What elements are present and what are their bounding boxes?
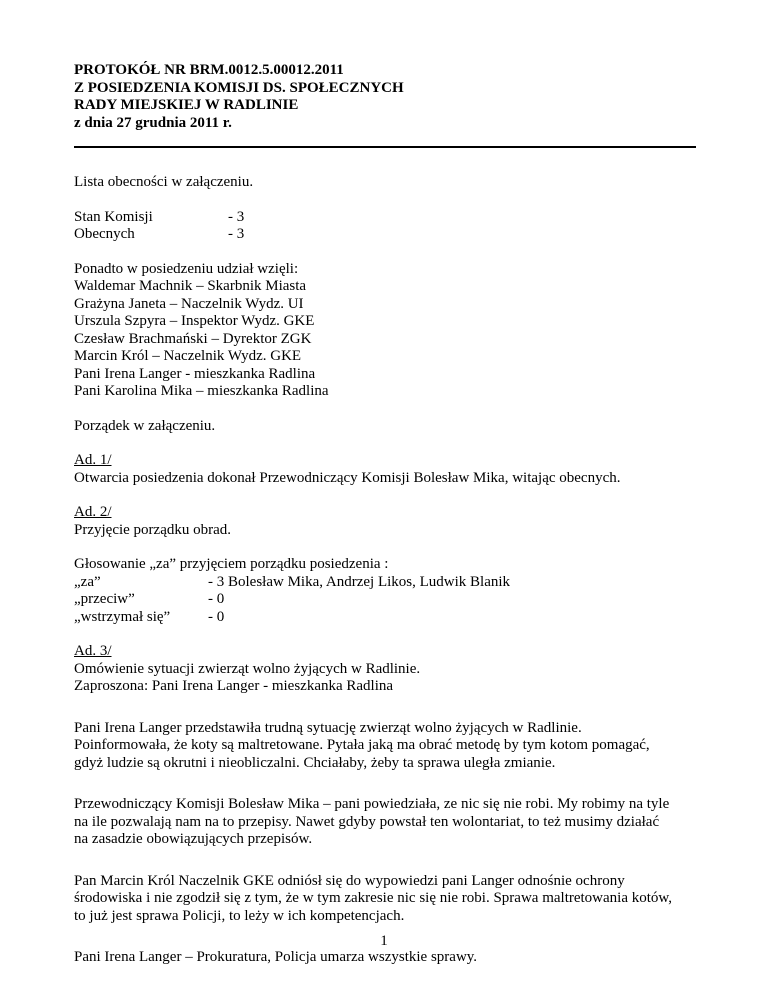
ad2-title: Ad. 2/ xyxy=(74,504,112,520)
paragraph xyxy=(74,720,696,773)
paragraph xyxy=(74,873,696,926)
vote-row xyxy=(74,574,696,592)
stan-value: - 3 xyxy=(228,208,245,225)
document-page xyxy=(74,62,696,967)
stan-value: - 3 xyxy=(228,226,245,242)
ad3-section xyxy=(74,643,696,696)
document-heading xyxy=(74,62,696,132)
vote-label: „za” xyxy=(74,573,101,590)
vote-row xyxy=(74,591,696,609)
paragraph xyxy=(74,949,696,967)
ad2-section xyxy=(74,504,696,539)
paragraph-line: na ile pozwalają nam na to przepisy. Nawet gdyby powstał ten wolontariat, to też musimy działać xyxy=(74,813,660,830)
paragraph-line: Pan Marcin Król Naczelnik GKE odniósł się do wypowiedzi pani Langer odnośnie ochrony xyxy=(74,872,625,889)
heading-line: RADY MIEJSKIEJ W RADLINIE xyxy=(74,97,299,113)
paragraph-line: gdyż ludzie są okrutni i nieobliczalni. Chciałaby, żeby ta sprawa uległa zmianie. xyxy=(74,754,556,771)
vote-label: „przeciw” xyxy=(74,591,135,607)
ad2-text: Przyjęcie porządku obrad. xyxy=(74,521,232,538)
paragraph-line: Pani Irena Langer przedstawiła trudną sytuację zwierząt wolno żyjących w Radlinie. xyxy=(74,719,582,736)
participant-item: Grażyna Janeta – Naczelnik Wydz. UI xyxy=(74,295,304,312)
attendance-text: Lista obecności w załączeniu. xyxy=(74,174,254,190)
stan-label: Stan Komisji xyxy=(74,208,153,225)
paragraph-line: to już jest sprawa Policji, to leży w ich kompetencjach. xyxy=(74,907,405,924)
ad3-title: Ad. 3/ xyxy=(74,643,112,659)
participants-intro: Ponadto w posiedzeniu udział wzięli: xyxy=(74,260,299,277)
heading-line: PROTOKÓŁ NR BRM.0012.5.00012.2011 xyxy=(74,62,344,78)
vote-section xyxy=(74,556,696,626)
participant-item: Pani Karolina Mika – mieszkanka Radlina xyxy=(74,383,329,399)
page-number: 1 xyxy=(380,933,388,949)
paragraph-line: środowiska i nie zgodził się z tym, że w tym zakresie nic się nie robi. Sprawa maltretowania kotów, xyxy=(74,890,673,906)
stan-row xyxy=(74,209,696,227)
heading-line: Z POSIEDZENIA KOMISJI DS. SPOŁECZNYCH xyxy=(74,79,404,96)
participant-item: Pani Irena Langer - mieszkanka Radlina xyxy=(74,365,316,382)
stan-label: Obecnych xyxy=(74,226,135,242)
paragraph xyxy=(74,796,696,849)
paragraph-line: Pani Irena Langer – Prokuratura, Policja umarza wszystkie sprawy. xyxy=(74,949,478,965)
ad3-line: Zaproszona: Pani Irena Langer - mieszkanka Radlina xyxy=(74,678,394,694)
ad3-line: Omówienie sytuacji zwierząt wolno żyjących w Radlinie. xyxy=(74,660,421,677)
stan-row xyxy=(74,226,696,244)
heading-line: z dnia 27 grudnia 2011 r. xyxy=(74,114,232,131)
vote-value: - 0 xyxy=(208,591,225,607)
paragraph-line: Poinformowała, że koty są maltretowane. Pytała jaką ma obrać metodę by tym kotom pomagać, xyxy=(74,737,650,753)
vote-intro: Głosowanie „za” przyjęciem porządku posiedzenia : xyxy=(74,556,389,572)
order-note xyxy=(74,418,696,436)
participant-item: Urszula Szpyra – Inspektor Wydz. GKE xyxy=(74,313,315,329)
vote-value: - 0 xyxy=(208,608,225,625)
participant-item: Czesław Brachmański – Dyrektor ZGK xyxy=(74,330,312,347)
attendance-note xyxy=(74,174,696,192)
vote-row xyxy=(74,609,696,627)
paragraph-line: na zasadzie obowiązujących przepisów. xyxy=(74,831,313,847)
participant-item: Marcin Król – Naczelnik Wydz. GKE xyxy=(74,348,302,364)
ad1-text: Otwarcia posiedzenia dokonał Przewodniczący Komisji Bolesław Mika, witając obecnych. xyxy=(74,469,621,486)
ad1-title: Ad. 1/ xyxy=(74,452,112,468)
vote-label: „wstrzymał się” xyxy=(74,608,171,625)
participants-section xyxy=(74,261,696,401)
vote-value: - 3 Bolesław Mika, Andrzej Likos, Ludwik Blanik xyxy=(208,573,511,590)
order-text: Porządek w załączeniu. xyxy=(74,417,216,434)
stan-table xyxy=(74,209,696,244)
participant-item: Waldemar Machnik – Skarbnik Miasta xyxy=(74,278,307,294)
heading-divider xyxy=(74,146,696,148)
paragraph-line: Przewodniczący Komisji Bolesław Mika – pani powiedziała, ze nic się nie robi. My robimy na tyle xyxy=(74,796,670,812)
ad1-section xyxy=(74,452,696,487)
